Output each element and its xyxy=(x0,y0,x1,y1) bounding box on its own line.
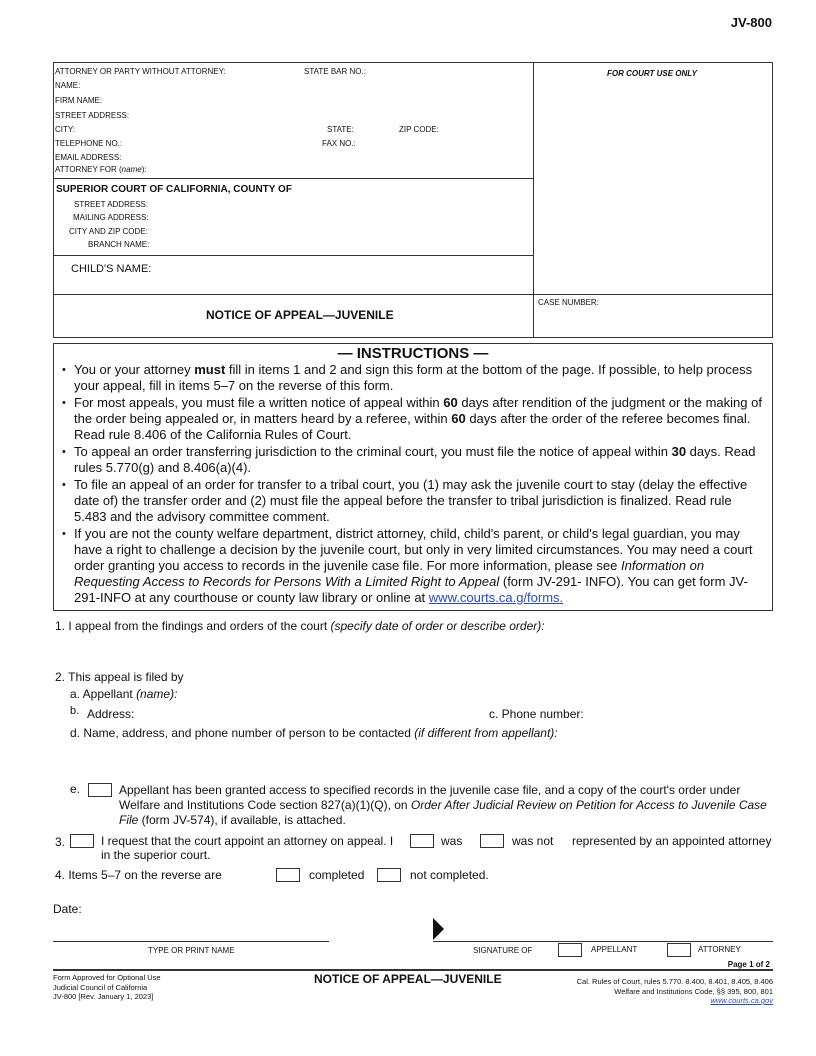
appellant-checkbox[interactable] xyxy=(558,943,582,957)
attorney-checkbox[interactable] xyxy=(667,943,691,957)
phone-label: TELEPHONE NO.: xyxy=(55,139,123,148)
fax-label: FAX NO.: xyxy=(322,139,356,148)
item-2a: a. Appellant (name): xyxy=(70,687,178,701)
item-2b-letter: b. xyxy=(70,705,80,717)
courts-website-link[interactable]: www.courts.ca.gov xyxy=(710,996,773,1005)
print-name-line[interactable] xyxy=(53,941,329,942)
footer-rule xyxy=(53,969,773,971)
instructions-box xyxy=(53,343,773,611)
not-completed-label: not completed. xyxy=(410,868,489,882)
item-2: 2. This appeal is filed by xyxy=(55,670,184,684)
item-3-tail: represented by an appointed attorney xyxy=(572,834,772,848)
item-3: I request that the court appoint an attorney on appeal. I in the superior court. xyxy=(101,834,394,862)
item-2d: d. Name, address, and phone number of person to be contacted (if different from appellant): xyxy=(70,726,558,740)
zip-label: ZIP CODE: xyxy=(399,125,439,134)
signature-line[interactable] xyxy=(433,941,773,942)
divider xyxy=(53,294,773,295)
item-1: 1. I appeal from the findings and orders of the court (specify date of order or describe order): xyxy=(55,619,545,633)
instruction-item: • If you are not the county welfare department, district attorney, child, child's parent, or child's legal guardian, you may have a right to challenge a decision by the juvenile court, but only in very limited circumstances. You may need a court order granting you access to records in the juvenile case file. For more information, please see Information on Requesting Access to Records for Persons With a Limited Right to Appeal (form JV-291- INFO). You can get form JV-291-INFO at any courthouse or county law library or online at www.courts.ca.g/forms. xyxy=(62,526,764,606)
forms-link[interactable]: www.courts.ca.g/forms. xyxy=(428,590,564,605)
attorney-label: ATTORNEY xyxy=(698,945,741,954)
page-number: Page 1 of 2 xyxy=(727,960,770,969)
form-id: JV-800 xyxy=(730,15,772,30)
access-granted-checkbox[interactable] xyxy=(88,783,112,797)
appellant-label: APPELLANT xyxy=(591,945,638,954)
divider xyxy=(53,178,533,179)
instruction-item: • To file an appeal of an order for transfer to a tribal court, you (1) may ask the juvenile court to stay (delay the effective date of) the transfer order and (2) must file the appeal before the transfer to tribal jurisdiction is finalized. Read rule 5.483 and the advisory committee comment. xyxy=(62,477,764,525)
item-2e: Appellant has been granted access to specified records in the juvenile case file, and a copy of the court's order under Welfare and Institutions Code section 827(a)(1)(Q), on Order After Judicial Review on Petition for Access to Juvenile Case File (form JV-574), if available, is attached. xyxy=(119,783,767,827)
not-completed-checkbox[interactable] xyxy=(377,868,401,882)
case-number-label: CASE NUMBER: xyxy=(538,298,599,307)
instruction-item: • To appeal an order transferring jurisdiction to the criminal court, you must file the notice of appeal within 30 days. Read rules 5.770(g) and 8.406(a)(4). xyxy=(62,444,764,476)
item-2b: Address: xyxy=(87,707,135,721)
child-name-label: CHILD'S NAME: xyxy=(71,263,152,275)
footer-right: Cal. Rules of Court, rules 5.770. 8.400, 8.401, 8.405, 8.406 Welfare and Institutions Code, §§ 395, 800, 801 www.courts.ca.gov xyxy=(576,977,773,1005)
divider xyxy=(53,255,533,256)
state-bar-label: STATE BAR NO.: xyxy=(304,67,366,76)
completed-label: completed xyxy=(309,868,365,882)
was-label: was xyxy=(441,834,463,848)
attorney-for-label: ATTORNEY FOR (name): xyxy=(55,165,147,174)
name-label: NAME: xyxy=(55,81,81,90)
court-branch-label: BRANCH NAME: xyxy=(88,240,150,249)
request-attorney-checkbox[interactable] xyxy=(70,834,94,848)
firm-label: FIRM NAME: xyxy=(55,96,103,105)
item-4: 4. Items 5–7 on the reverse are xyxy=(55,868,222,882)
signature-of-label: SIGNATURE OF xyxy=(473,946,533,955)
court-street-label: STREET ADDRESS: xyxy=(74,200,149,209)
instructions-heading: — INSTRUCTIONS — xyxy=(337,345,489,362)
street-label: STREET ADDRESS: xyxy=(55,111,130,120)
instruction-item: • You or your attorney must fill in items 1 and 2 and sign this form at the bottom of the page. If possible, to help process your appeal, fill in items 5–7 on the reverse of this form. xyxy=(62,362,764,394)
item-2c: c. Phone number: xyxy=(489,707,584,721)
court-cityzip-label: CITY AND ZIP CODE: xyxy=(69,227,148,236)
form-title: NOTICE OF APPEAL—JUVENILE xyxy=(206,308,394,322)
was-not-checkbox[interactable] xyxy=(480,834,504,848)
signature-arrow-icon xyxy=(433,918,444,940)
footer-left: Form Approved for Optional Use Judicial Council of California JV-800 [Rev. January 1, 2023] xyxy=(53,973,161,1001)
instruction-item: • For most appeals, you must file a written notice of appeal within 60 days after rendition of the judgment or the making of the order being appealed or, in matters heard by a referee, within 60 days after the order of the referee becomes final. Read rule 8.406 of the California Rules of Court. xyxy=(62,395,764,443)
item-3-number: 3. xyxy=(55,835,66,849)
court-use-label: FOR COURT USE ONLY xyxy=(607,69,697,78)
was-checkbox[interactable] xyxy=(410,834,434,848)
caption-box xyxy=(53,62,773,338)
print-name-label: TYPE OR PRINT NAME xyxy=(148,946,235,955)
city-label: CITY: xyxy=(55,125,76,134)
court-label: SUPERIOR COURT OF CALIFORNIA, COUNTY OF xyxy=(56,184,292,195)
footer-title: NOTICE OF APPEAL—JUVENILE xyxy=(314,972,502,986)
divider xyxy=(533,62,534,338)
attorney-label: ATTORNEY OR PARTY WITHOUT ATTORNEY: xyxy=(55,67,226,76)
state-label: STATE: xyxy=(327,125,354,134)
court-mailing-label: MAILING ADDRESS: xyxy=(73,213,149,222)
item-2e-letter: e. xyxy=(70,782,81,796)
was-not-label: was not xyxy=(512,834,554,848)
date-label: Date: xyxy=(53,902,82,916)
completed-checkbox[interactable] xyxy=(276,868,300,882)
email-label: EMAIL ADDRESS: xyxy=(55,153,122,162)
